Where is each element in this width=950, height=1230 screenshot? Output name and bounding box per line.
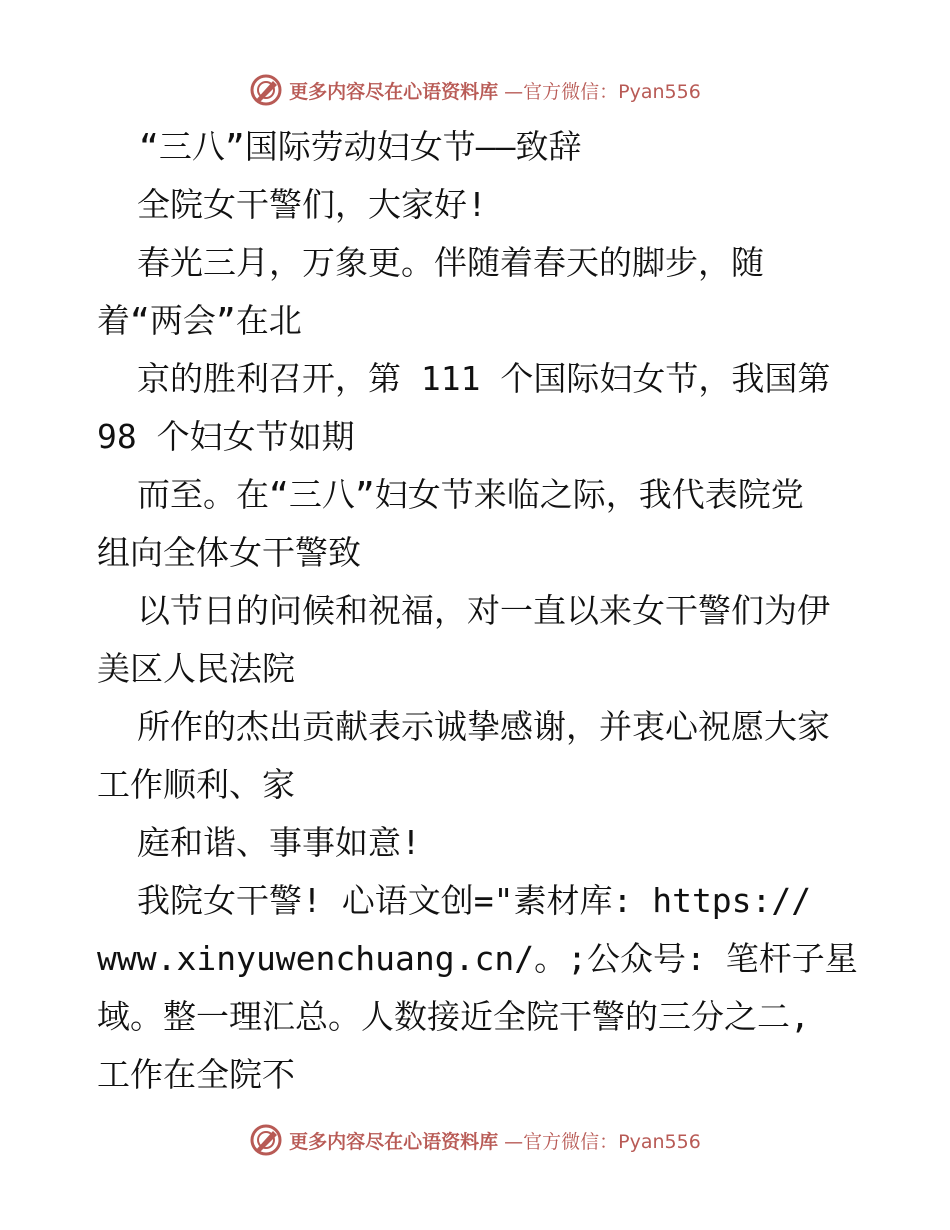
pen-circle-logo-icon	[249, 1123, 283, 1157]
footer-banner-content	[249, 1123, 701, 1157]
banner-title: 更多内容尽在心语资料库	[289, 1130, 499, 1153]
document-line: 美区人民法院	[97, 649, 295, 688]
document-line: www.xinyuwenchuang.cn/。;公众号: 笔杆子星	[97, 939, 858, 978]
header-banner-content	[249, 73, 701, 107]
document-line: 全院女干警们，大家好!	[137, 185, 487, 224]
banner-wechat: —官方微信：Pyan556	[504, 1130, 701, 1153]
document-line: 工作顺利、家	[97, 765, 295, 804]
pen-circle-logo-icon	[249, 73, 283, 107]
document-line: 98 个妇女节如期	[97, 417, 355, 456]
document-body	[97, 118, 877, 1104]
header-banner	[0, 70, 950, 110]
document-line: 以节日的问候和祝福，对一直以来女干警们为伊	[137, 591, 830, 630]
document-line: 组向全体女干警致	[97, 533, 361, 572]
document-line: 工作在全院不	[97, 1055, 295, 1094]
footer-banner	[0, 1120, 950, 1160]
document-line: 庭和谐、事事如意!	[137, 823, 421, 862]
banner-title: 更多内容尽在心语资料库	[289, 80, 499, 103]
document-line: 春光三月，万象更。伴随着春天的脚步，随	[137, 243, 764, 282]
document-line: 所作的杰出贡献表示诚挚感谢，并衷心祝愿大家	[137, 707, 830, 746]
document-line: 而至。在“三八”妇女节来临之际，我代表院党	[137, 475, 804, 514]
document-line: “三八”国际劳动妇女节——致辞	[139, 127, 582, 166]
document-line: 京的胜利召开，第 111 个国际妇女节，我国第	[137, 359, 831, 398]
document-line: 我院女干警! 心语文创="素材库: https://	[137, 881, 812, 920]
document-line: 域。整一理汇总。人数接近全院干警的三分之二,	[97, 997, 810, 1036]
document-line: 着“两会”在北	[97, 301, 302, 340]
banner-wechat: —官方微信：Pyan556	[504, 80, 701, 103]
